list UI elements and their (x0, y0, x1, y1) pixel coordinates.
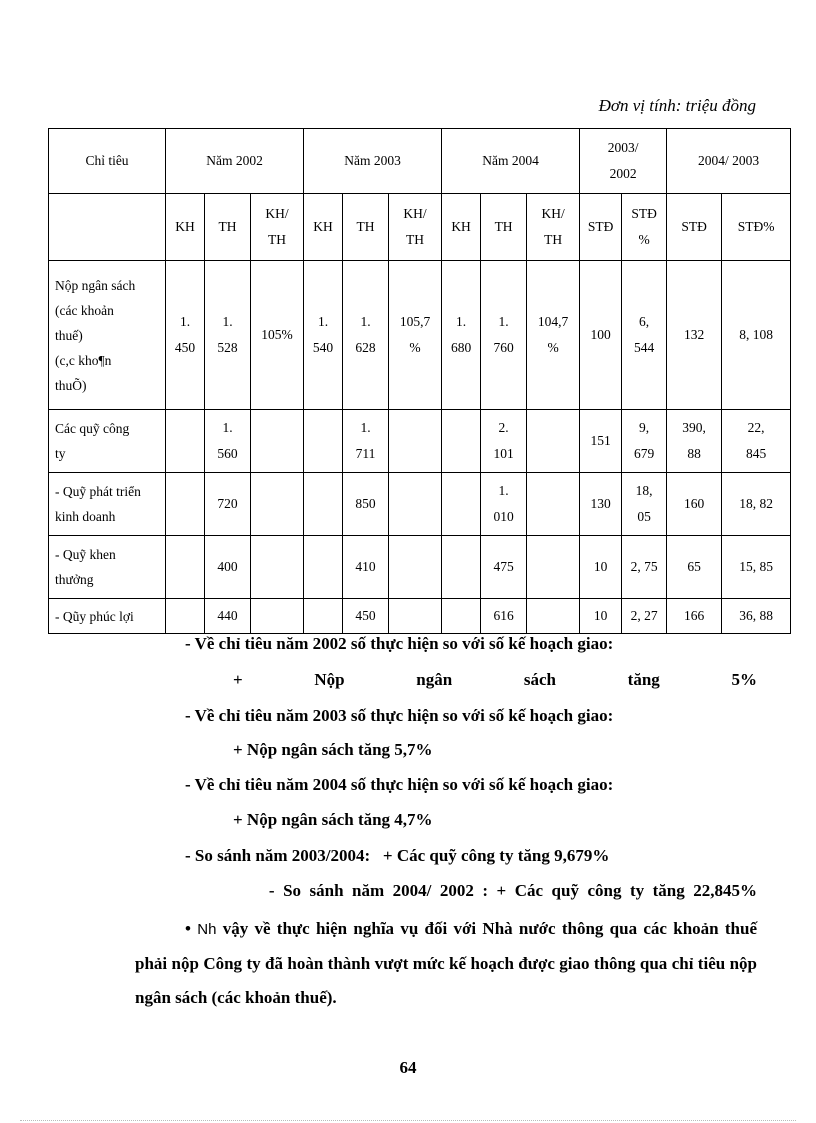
table-cell: 2, 75 (622, 536, 667, 599)
table-cell: 450 (343, 599, 389, 634)
table-cell: 10 (580, 599, 622, 634)
table-cell: 410 (343, 536, 389, 599)
table-cell: 18, 82 (722, 473, 791, 536)
table-cell (251, 599, 304, 634)
table-cell (389, 536, 442, 599)
table-row (49, 536, 791, 599)
paragraph-text: vậy về thực hiện nghĩa vụ đối với Nhà nước thông qua các khoản thuế phải nộp Công ty đã hoàn thành vượt mức kế hoạch được giao thông qua chỉ tiêu nộp ngân sách (các khoản thuế). (135, 919, 757, 1007)
table-cell: 1. 760 (481, 261, 527, 410)
unit-note: Đơn vị tính: triệu đồng (598, 96, 756, 115)
header-indicator: Chỉ tiêu (49, 129, 166, 194)
subheader-kh-2003: KH (304, 194, 343, 261)
table-cell: 18, 05 (622, 473, 667, 536)
table-cell: 720 (205, 473, 251, 536)
subheader-std-b: STĐ (667, 194, 722, 261)
row-label: - Quỹ khen thưởng (49, 536, 166, 599)
note-2004: - Về chỉ tiêu năm 2004 số thực hiện so với số kế hoạch giao: (185, 775, 614, 794)
subheader-th-2002: TH (205, 194, 251, 261)
table-cell (442, 473, 481, 536)
table-cell: 400 (205, 536, 251, 599)
table-cell (166, 599, 205, 634)
table-cell: 22, 845 (722, 410, 791, 473)
table-header-row (49, 129, 791, 194)
subheader-th-2004: TH (481, 194, 527, 261)
table-cell (304, 536, 343, 599)
subheader-th-2003: TH (343, 194, 389, 261)
table-cell: 1. 450 (166, 261, 205, 410)
table-cell (389, 473, 442, 536)
bullet-icon: • (185, 919, 191, 938)
subheader-khth-2002: KH/ TH (251, 194, 304, 261)
table-cell: 440 (205, 599, 251, 634)
subheader-khth-2004: KH/ TH (527, 194, 580, 261)
note-word: + (233, 670, 243, 689)
table-cell: 65 (667, 536, 722, 599)
table-cell: 1. 711 (343, 410, 389, 473)
table-cell: 160 (667, 473, 722, 536)
table-cell (527, 536, 580, 599)
table-cell: 104,7 % (527, 261, 580, 410)
table-row (49, 410, 791, 473)
table-cell (251, 473, 304, 536)
paragraph-lead: Nh (197, 921, 217, 938)
table-cell (251, 410, 304, 473)
table-cell: 1. 528 (205, 261, 251, 410)
table-cell: 36, 88 (722, 599, 791, 634)
header-cmp-2004-2003: 2004/ 2003 (667, 129, 791, 194)
subheader-kh-2002: KH (166, 194, 205, 261)
note-word: tăng (627, 670, 660, 689)
note-2004-detail: + Nộp ngân sách tăng 4,7% (233, 810, 433, 829)
table-cell (389, 599, 442, 634)
note-2003: - Về chỉ tiêu năm 2003 số thực hiện so với số kế hoạch giao: (185, 706, 614, 725)
table-row (49, 473, 791, 536)
table-cell: 1. 540 (304, 261, 343, 410)
note-word: 5% (731, 670, 757, 689)
row-label: Nộp ngân sách (các khoản thuế) (c,c kho¶n thuÕ) (49, 261, 166, 410)
table-cell: 6, 544 (622, 261, 667, 410)
table-subheader-row (49, 194, 791, 261)
table-cell (527, 410, 580, 473)
subheader-empty (49, 194, 166, 261)
header-cmp-2003-2002: 2003/ 2002 (580, 129, 667, 194)
row-label: Các quỹ công ty (49, 410, 166, 473)
header-year-2002: Năm 2002 (166, 129, 304, 194)
table-cell: 8, 108 (722, 261, 791, 410)
note-2003-detail: + Nộp ngân sách tăng 5,7% (233, 740, 433, 759)
note-word: Nộp (314, 670, 345, 689)
note-compare-2003-2004: - So sánh năm 2003/2004: + Các quỹ công ty tăng 9,679% (185, 846, 610, 865)
row-label: - Quỹ phát triển kinh doanh (49, 473, 166, 536)
table-cell: 850 (343, 473, 389, 536)
table-cell: 1. 628 (343, 261, 389, 410)
table-cell (304, 410, 343, 473)
table-cell (442, 536, 481, 599)
table-cell (442, 599, 481, 634)
table-cell (304, 473, 343, 536)
table-cell: 100 (580, 261, 622, 410)
table-cell: 2. 101 (481, 410, 527, 473)
table-cell (389, 410, 442, 473)
note-2002: - Về chỉ tiêu năm 2002 số thực hiện so với số kế hoạch giao: (185, 634, 614, 653)
subheader-kh-2004: KH (442, 194, 481, 261)
page-number: 64 (399, 1058, 417, 1077)
table-cell (304, 599, 343, 634)
row-label: - Qũy phúc lợi (49, 599, 166, 634)
subheader-std-pct-a: STĐ % (622, 194, 667, 261)
table-cell (166, 410, 205, 473)
conclusion-paragraph (135, 912, 757, 1015)
table-row (49, 599, 791, 634)
table-cell: 9, 679 (622, 410, 667, 473)
table-cell (251, 536, 304, 599)
table-cell: 616 (481, 599, 527, 634)
table-cell: 10 (580, 536, 622, 599)
budget-table (48, 128, 791, 634)
table-cell: 130 (580, 473, 622, 536)
table-row (49, 261, 791, 410)
table-cell (527, 473, 580, 536)
table-cell: 1. 680 (442, 261, 481, 410)
note-2002-detail (233, 670, 757, 690)
table-cell: 132 (667, 261, 722, 410)
table-cell: 166 (667, 599, 722, 634)
table-cell: 475 (481, 536, 527, 599)
table-cell: 15, 85 (722, 536, 791, 599)
page-divider (20, 1120, 796, 1121)
note-word: sách (523, 670, 556, 689)
note-compare-2004-2002: - So sánh năm 2004/ 2002 : + Các quỹ công ty tăng 22,845% (268, 881, 757, 900)
table-cell: 1. 010 (481, 473, 527, 536)
table-cell: 105,7 % (389, 261, 442, 410)
table-cell: 1. 560 (205, 410, 251, 473)
table-cell: 2, 27 (622, 599, 667, 634)
table-cell (166, 536, 205, 599)
subheader-std-a: STĐ (580, 194, 622, 261)
subheader-std-pct-b: STĐ% (722, 194, 791, 261)
table-cell (166, 473, 205, 536)
table-cell (527, 599, 580, 634)
note-word: ngân (416, 670, 453, 689)
table-cell: 105% (251, 261, 304, 410)
header-year-2003: Năm 2003 (304, 129, 442, 194)
table-cell: 151 (580, 410, 622, 473)
header-year-2004: Năm 2004 (442, 129, 580, 194)
table-cell (442, 410, 481, 473)
table-cell: 390, 88 (667, 410, 722, 473)
subheader-khth-2003: KH/ TH (389, 194, 442, 261)
